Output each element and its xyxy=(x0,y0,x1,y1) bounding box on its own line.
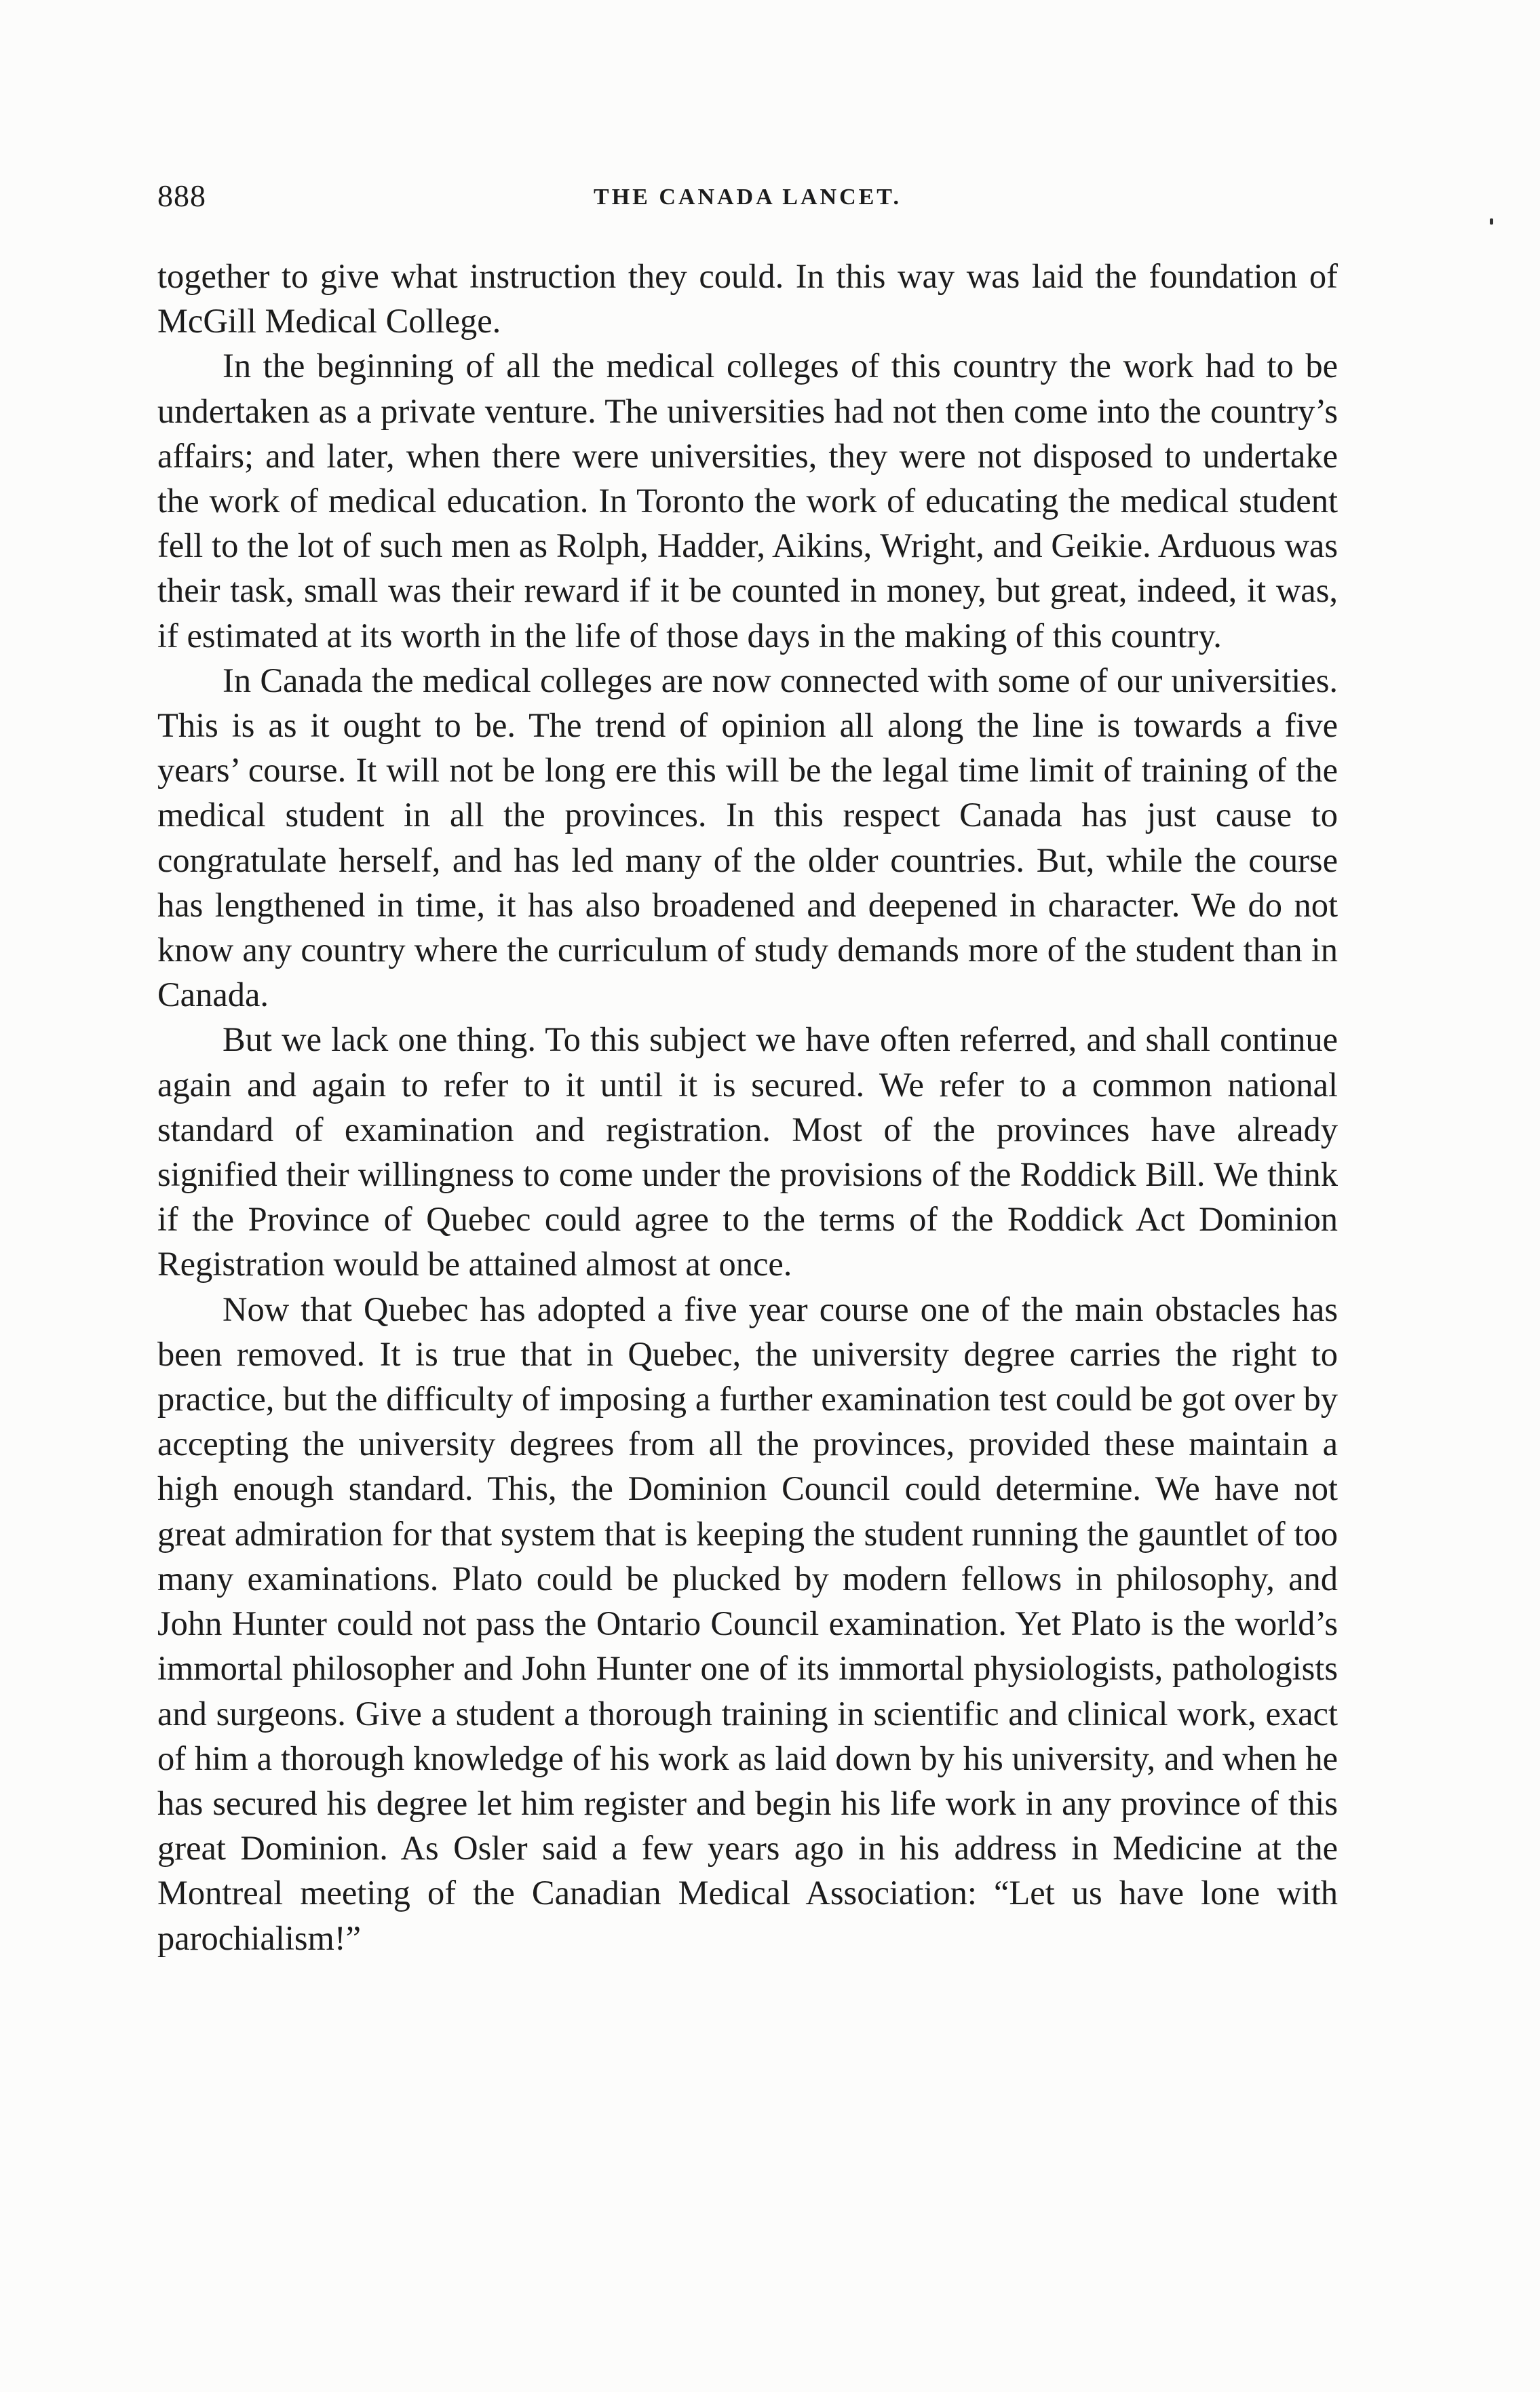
paragraph-4: But we lack one thing. To this subject we have often referred, and shall continue again and again to refer to it until it is secured. We refer to a common national standard of examination and registration. Most of the provinces have already signified their willingness to come under the provisions of the Roddick Bill. We think if the Province of Quebec could agree to the terms of the Roddick Act Dominion Registration would be attained almost at once. xyxy=(157,1020,1338,1284)
article-body xyxy=(157,254,1338,1961)
ink-speck xyxy=(1490,218,1493,225)
paragraph-5: Now that Quebec has adopted a five year course one of the main obstacles has been removed. It is true that in Quebec, the university degree carries the right to practice, but the difficulty of imposing a further examination test could be got over by accepting the university degrees from all the provinces, provided these maintain a high enough standard. This, the Dominion Council could determine. We have not great admiration for that system that is keeping the student running the gauntlet of too many examinations. Plato could be plucked by modern fellows in philosophy, and John Hunter could not pass the Ontario Council examination. Yet Plato is the world’s immortal philosopher and John Hunter one of its immortal physiologists, pathologists and surgeons. Give a student a thorough training in scientific and clinical work, exact of him a thorough knowledge of his work as laid down by his university, and when he has secured his degree let him register and begin his life work in any province of this great Dominion. As Osler said a few years ago in his address in Medicine at the Montreal meeting of the Canadian Medical Association: “Let us have lone with parochialism!” xyxy=(157,1290,1338,1957)
journal-title: THE CANADA LANCET. xyxy=(594,185,902,210)
paragraph-2: In the beginning of all the medical colleges of this country the work had to be undertaken as a private venture. The universities had not then come into the country’s affairs; and later, when there were universities, they were not disposed to undertake the work of medical education. In Toronto the work of educating the medical student fell to the lot of such men as Rolph, Hadder, Aikins, Wright, and Geikie. Arduous was their task, small was their reward if it be counted in money, but great, indeed, it was, if estimated at its worth in the life of those days in the making of this country. xyxy=(157,347,1338,655)
paragraph-3: In Canada the medical colleges are now connected with some of our universities. This is as it ought to be. The trend of opinion all along the line is towards a five years’ course. It will not be long ere this will be the legal time limit of training of the medical student in all the provinces. In this respect Canada has just cause to congratulate herself, and has led many of the older countries. But, while the course has lengthened in time, it has also broadened and deepened in character. We do not know any country where the curriculum of study demands more of the student than in Canada. xyxy=(157,661,1338,1014)
page-number: 888 xyxy=(157,178,206,213)
running-head xyxy=(157,178,1338,218)
paragraph-1: together to give what instruction they could. In this way was laid the foundation of McGill Medical College. xyxy=(157,257,1338,341)
